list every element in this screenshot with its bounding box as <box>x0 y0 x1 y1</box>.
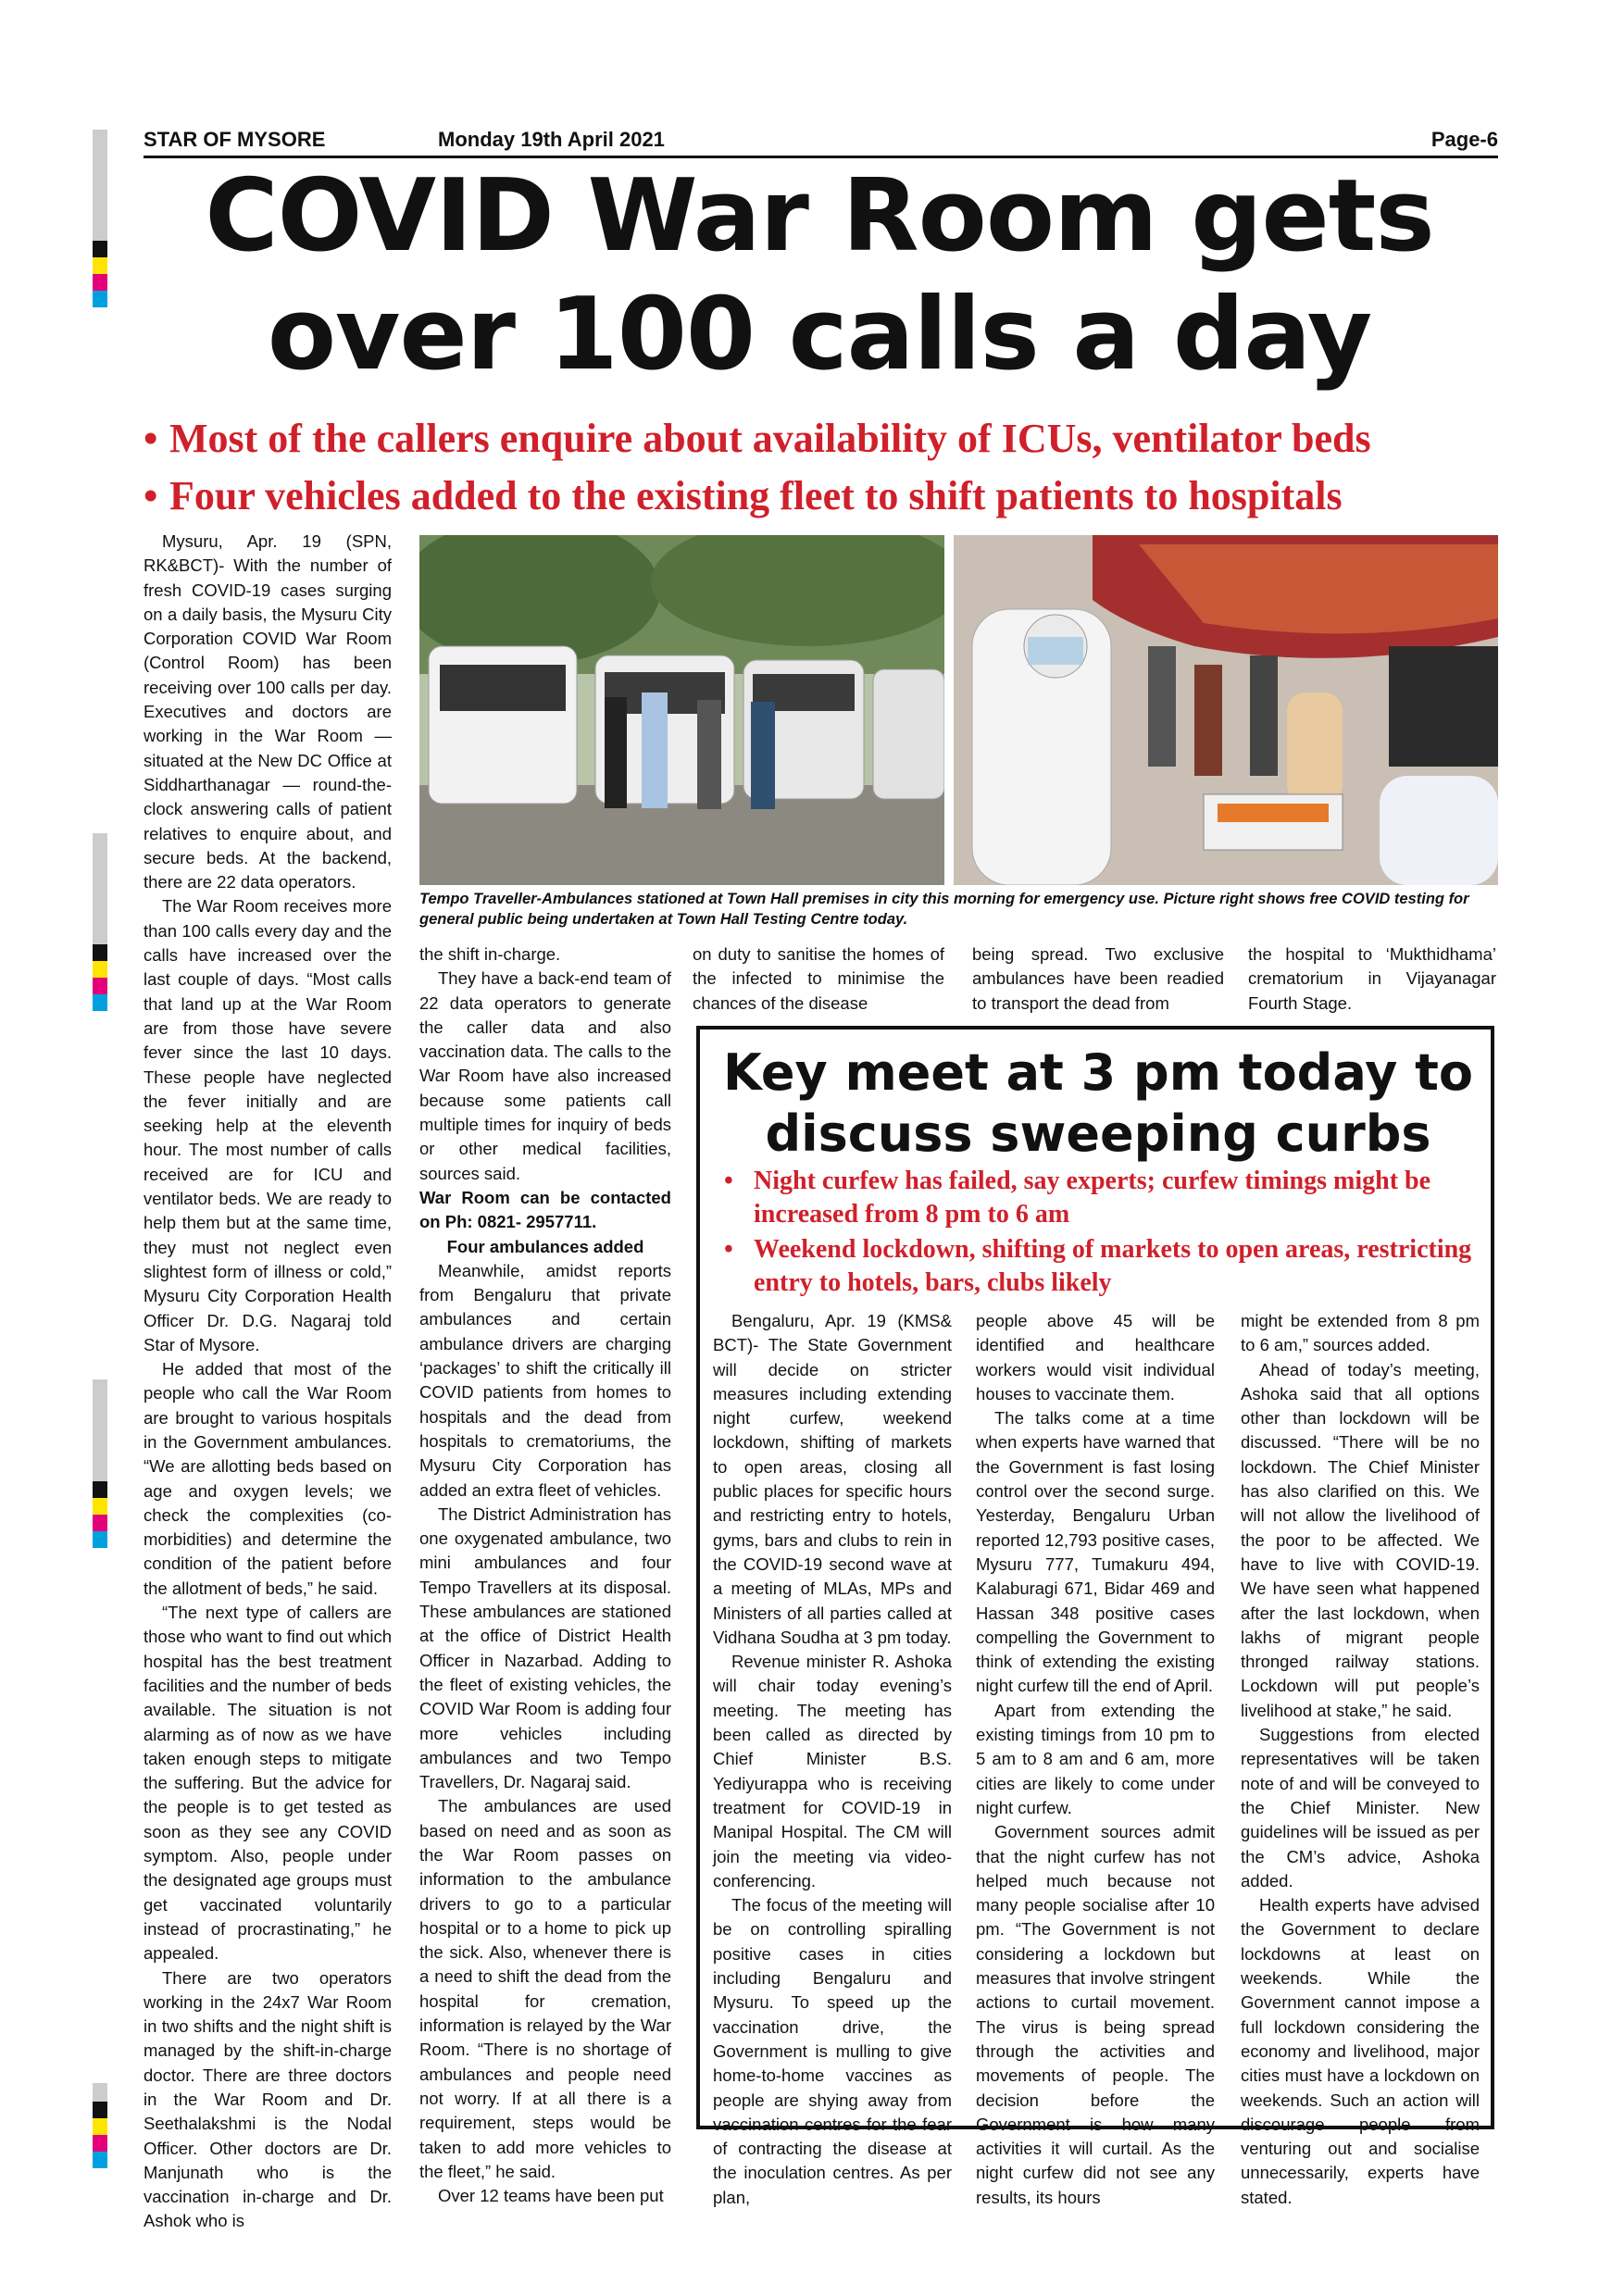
key-meet-story-box <box>696 1026 1494 2207</box>
registration-mark <box>93 130 107 307</box>
paragraph: The focus of the meeting will be on controlling spiralling positive cases in cities including Bengaluru and Mysuru. To speed up the vaccination drive, the Government is mulling to give home-to-home vaccines as people are shying away from vaccination centres for the fear of contracting the disease at the inoculation centres. As per plan, <box>713 1895 952 2207</box>
covid-testing-photo-illustration <box>954 535 1498 885</box>
paragraph: Health experts have advised the Government to declare lockdowns at least on weekends. While the Government cannot impose a full lockdown considering the economy and livelihood, major cities must have a lockdown on weekends. Such an action will discourage people from venturing out and socialise unnecessarily, experts have stated. <box>1241 1895 1480 2207</box>
section-heading: Four ambulances added <box>446 1236 644 1256</box>
box-column-1 <box>713 1309 952 2210</box>
box-subheads <box>717 1165 1476 1302</box>
box-subhead-2: • Weekend lockdown, shifting of markets to open areas, restricting entry to hotels, bars, clubs likely <box>717 1233 1476 1300</box>
paragraph: on duty to sanitise the homes of the infected to minimise the chances of the disease <box>693 944 944 1013</box>
paragraph: people above 45 will be identified and healthcare workers would visit individual houses to vaccinate them. <box>976 1311 1215 1404</box>
paragraph: The War Room receives more than 100 calls every day and the calls have increased over the last couple of days. “Most calls that land up at the War Room are from those have severe fever since the last 10 days. These people have neglected the fever initially and are seeking help at the eleventh hour. The most number of calls received are for ICU and ventilator beds. We are ready to help them but at the same time, they must not neglect even slightest form of illness or cold,” Mysuru City Corporation Health Officer Dr. D.G. Nagaraj told Star of Mysore. <box>144 896 392 1354</box>
main-column-2 <box>419 942 671 2208</box>
subhead-1: • Most of the callers enquire about availability of ICUs, ventilator beds <box>144 416 1371 461</box>
headline-line-1: COVID War Room gets <box>205 158 1434 274</box>
paragraph: Mysuru, Apr. 19 (SPN, RK&BCT)- With the number of fresh COVID-19 cases surging on a daily basis, the Mysuru City Corporation COVID War Room (Control Room) has been receiving over 100 calls per day. Executives and doctors are working in the War Room — situated at the New DC Office at Siddharthanagar — round-the-clock answering calls of patient relatives to enquire about, and secure beds. At the backend, there are 22 data operators. <box>144 531 392 892</box>
paragraph: Bengaluru, Apr. 19 (KMS& BCT)- The State Government will decide on stricter measures including extending night curfew, weekend lockdown, shifting of markets to open areas, closing all public places for specific hours and restricting entry to hotels, gyms, bars and clubs to rein in the COVID-19 second wave at a meeting of MLAs, MPs and Ministers of all parties called at Vidhana Soudha at 3 pm today. <box>713 1311 952 1647</box>
paragraph: Over 12 teams have been put <box>438 2186 664 2206</box>
paragraph: He added that most of the people who call the War Room are brought to various hospitals in the Government ambulances. “We are allotting beds based on age and oxygen levels; we check the complexities (co-morbidities) and determine the condition of the patient before the allotment of beds,” he said. <box>144 1359 392 1598</box>
main-column-5 <box>1248 942 1496 1016</box>
subhead-2: • Four vehicles added to the existing fleet to shift patients to hospitals <box>144 473 1343 518</box>
registration-mark <box>93 1379 107 1548</box>
paragraph: Revenue minister R. Ashoka will chair today evening’s meeting. The meeting has been called as directed by Chief Minister B.S. Yediyurappa who is receiving treatment for COVID-19 in Manipal Hospital. The CM will join the meeting via video-conferencing. <box>713 1652 952 1890</box>
paper-name: STAR OF MYSORE <box>144 128 326 151</box>
paragraph: Meanwhile, amidst reports from Bengaluru that private ambulances and certain ambulance drivers are charging ‘packages’ to shift the critically ill COVID patients from homes to hospitals and the dead from hospitals to crematoriums, the Mysuru City Corporation has added an extra fleet of vehicles. <box>419 1260 671 1500</box>
subhead-1-text: Most of the callers enquire about availability of ICUs, ventilator beds <box>169 416 1371 461</box>
main-column-3 <box>693 942 944 1016</box>
paragraph: the hospital to ‘Mukthidhama’ crematorium in Vijayanagar Fourth Stage. <box>1248 944 1496 1013</box>
paragraph: might be extended from 8 pm to 6 am,” sources added. <box>1241 1311 1480 1355</box>
paragraph: The talks come at a time when experts have warned that the Government is fast losing control over the second surge. Yesterday, Bengaluru Urban reported 12,793 positive cases, Mysuru 777, Tumakuru 494, Kalaburagi 671, Bidar 469 and Hassan 348 positive cases compelling the Government to think of extending the existing night curfew till the end of April. <box>976 1408 1215 1696</box>
registration-mark <box>93 833 107 1011</box>
main-column-4 <box>972 942 1224 1016</box>
box-column-3 <box>1241 1309 1480 2210</box>
paragraph: Government sources admit that the night curfew has not helped much because not many people socialise after 10 pm. “The Government is not considering a lockdown but measures that involve stringent actions to curtail movement. The virus is being spread through the activities and movements of people. The decision before the Government is how many activities it will curtail. As the night curfew did not see any results, its hours <box>976 1822 1215 2207</box>
issue-date: Monday 19th April 2021 <box>438 128 665 151</box>
main-column-1 <box>144 530 392 2234</box>
box-column-2 <box>976 1309 1215 2210</box>
paragraph: The District Administration has one oxygenated ambulance, two mini ambulances and four Tempo Travellers at its disposal. These ambulances are stationed at the office of District Health Officer in Nazarbad. Adding to the fleet of existing vehicles, the COVID War Room is adding four more vehicles including ambulances and two Tempo Travellers, Dr. Nagaraj said. <box>419 1504 671 1792</box>
covid-testing-photo <box>954 535 1498 885</box>
paragraph: “The next type of callers are those who want to find out which hospital has the best treatment facilities and the number of beds available. The situation is not alarming as of now as we have taken enough steps to mitigate the suffering. But the advice for the people is to get tested as soon as they see any COVID symptom. Also, people under the designated age groups must get vaccinated voluntarily instead of procrastinating,” he appealed. <box>144 1603 392 1964</box>
subhead-2-text: Four vehicles added to the existing fleet to shift patients to hospitals <box>169 473 1343 518</box>
contact-line: War Room can be contacted on Ph: 0821- 2957711. <box>419 1187 671 1232</box>
box-subhead-1: • Night curfew has failed, say experts; curfew timings might be increased from 8 pm to 6 am <box>717 1165 1476 1231</box>
ambulances-photo-illustration <box>419 535 944 885</box>
headline-line-2: over 100 calls a day <box>267 277 1372 393</box>
paragraph: There are two operators working in the 24x7 War Room in two shifts and the night shift is managed by the shift-in-charge doctor. There are three doctors in the War Room and Dr. Seethalakshmi is the Nodal Officer. Other doctors are Dr. Manjunath who is the vaccination in-charge and Dr. Ashok who is <box>144 1967 392 2231</box>
paragraph: Apart from extending the existing timings from 10 pm to 5 am to 8 am and 6 am, more cities are likely to come under night curfew. <box>976 1700 1215 1817</box>
main-headline <box>130 157 1509 394</box>
page-number: Page-6 <box>1430 128 1498 151</box>
paragraph: being spread. Two exclusive ambulances have been readied to transport the dead from <box>972 944 1224 1013</box>
masthead <box>144 128 1498 158</box>
paragraph: Ahead of today’s meeting, Ashoka said that all options other than lockdown will be discussed. “There will be no lockdown. The Chief Minister has also clarified on this. We will not allow the livelihood of the poor to be affected. We have to live with COVID-19. We have seen what happened after the last lockdown, when lakhs of migrant people thronged railway stations. Lockdown will put people’s livelihood at stake,” he said. <box>1241 1359 1480 1720</box>
paragraph: They have a back-end team of 22 data operators to generate the caller data and also vaccination data. The calls to the War Room have also increased because some patients call multiple times for inquiry of beds or other medical facilities, sources said. <box>419 968 671 1183</box>
paragraph: The ambulances are used based on need and as soon as the War Room passes on information to the ambulance drivers to go to a particular hospital or to a home to pick up the sick. Also, whenever there is a need to shift the dead from the hospital for cremation, information is relayed by the War Room. “There is no shortage of ambulances and people need not worry. If at all there is a requirement, steps would be taken to add more vehicles to the fleet,” he said. <box>419 1796 671 2181</box>
registration-mark <box>93 2083 107 2168</box>
paragraph: Suggestions from elected representatives will be taken note of and will be conveyed to the Chief Minister. New guidelines will be issued as per the CM’s advice, Ashoka added. <box>1241 1725 1480 1890</box>
photo-caption: Tempo Traveller-Ambulances stationed at Town Hall premises in city this morning for emergency use. Picture right shows free COVID testing for general public being undertaken at Town Hall Testing Centre today. <box>419 891 1469 928</box>
paragraph: the shift in-charge. <box>419 944 561 964</box>
ambulances-photo <box>419 535 944 885</box>
box-headline: Key meet at 3 pm today to discuss sweeping curbs <box>722 1043 1474 1163</box>
